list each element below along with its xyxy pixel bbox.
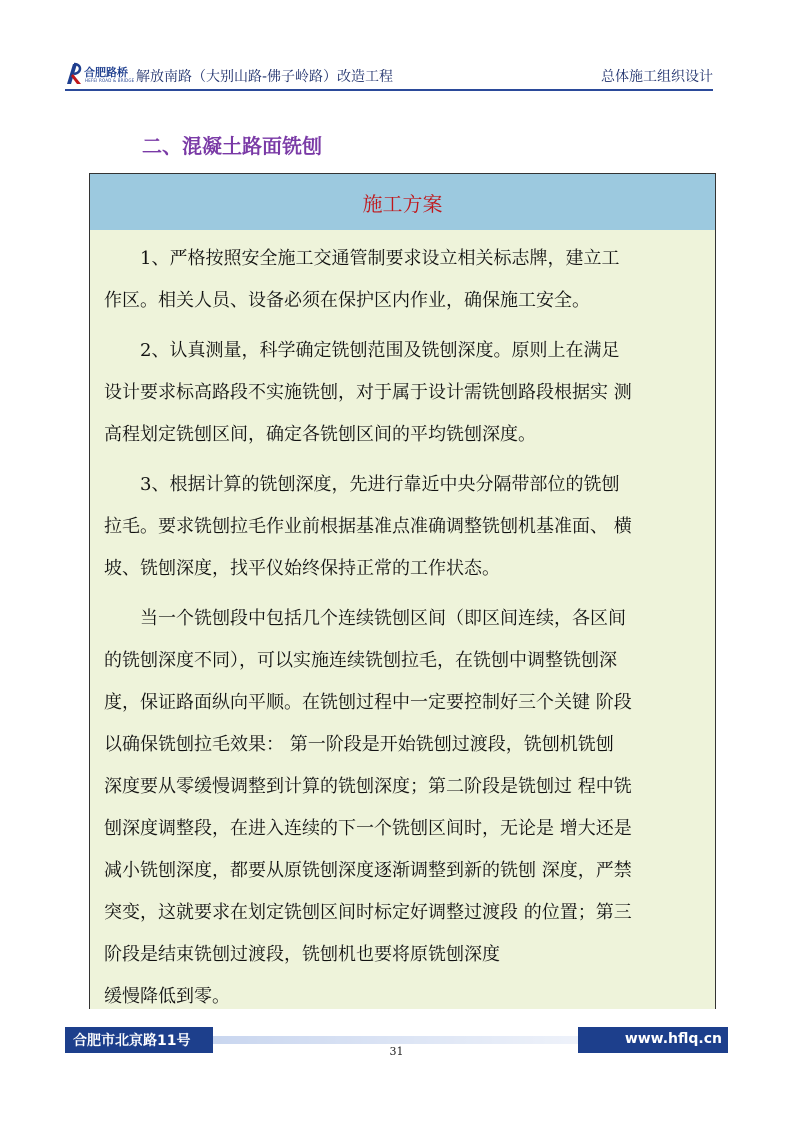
page-header: [65, 60, 713, 90]
text-line: 坡、铣刨深度，找平仪始终保持正常的工作状态。: [104, 558, 500, 579]
section-title: 二、混凝土路面铣刨: [142, 134, 322, 158]
text-line: 拉毛。要求铣刨拉毛作业前根据基准点准确调整铣刨机基准面、 横: [104, 516, 632, 537]
box-heading: 施工方案: [362, 192, 443, 216]
text-line: 1、严格按照安全施工交通管制要求设立相关标志牌，建立工: [104, 248, 620, 269]
text-line: 深度要从零缓慢调整到计算的铣刨深度；第二阶段是铣刨过 程中铣: [104, 776, 632, 797]
box-body: [90, 230, 715, 1009]
text-line: 2、认真测量，科学确定铣刨范围及铣刨深度。原则上在满足: [104, 340, 620, 361]
logo-subtext: HEFEI ROAD & BRIDGE: [85, 78, 135, 83]
page-number: 31: [389, 1045, 404, 1058]
text-line: 高程划定铣刨区间，确定各铣刨区间的平均铣刨深度。: [104, 424, 536, 445]
text-line: 突变，这就要求在划定铣刨区间时标定好调整过渡段 的位置；第三: [104, 902, 632, 923]
box-heading-row: [90, 174, 715, 231]
footer-stripe: [213, 1036, 578, 1044]
construction-plan-box: [89, 173, 716, 1009]
text-line: 缓慢降低到零。: [104, 986, 230, 1007]
company-logo: [65, 62, 135, 88]
text-line: 以确保铣刨拉毛效果： 第一阶段是开始铣刨过渡段，铣刨机铣刨: [104, 734, 614, 755]
text-line: 刨深度调整段，在进入连续的下一个铣刨区间时，无论是 增大还是: [104, 818, 632, 839]
text-line: 当一个铣刨段中包括几个连续铣刨区间（即区间连续，各区间: [104, 608, 626, 629]
footer-address: 合肥市北京路11号: [73, 1033, 191, 1049]
text-line: 3、根据计算的铣刨深度，先进行靠近中央分隔带部位的铣刨: [104, 474, 620, 495]
text-line: 作区。相关人员、设备必须在保护区内作业，确保施工安全。: [104, 290, 590, 311]
project-name: 解放南路（大别山路-佛子岭路）改造工程: [136, 69, 394, 85]
text-line: 阶段是结束铣刨过渡段，铣刨机也要将原铣刨深度: [104, 944, 500, 965]
logo-icon: [65, 62, 83, 86]
footer-url: www.hflq.cn: [624, 1031, 722, 1047]
document-name: 总体施工组织设计: [601, 69, 713, 85]
text-line: 减小铣刨深度，都要从原铣刨深度逐渐调整到新的铣刨 深度，严禁: [104, 860, 632, 881]
text-line: 的铣刨深度不同），可以实施连续铣刨拉毛，在铣刨中调整铣刨深: [104, 650, 617, 671]
text-line: 设计要求标高路段不实施铣刨，对于属于设计需铣刨路段根据实 测: [104, 382, 632, 403]
header-divider: [65, 89, 713, 91]
text-line: 度，保证路面纵向平顺。在铣刨过程中一定要控制好三个关键 阶段: [104, 692, 632, 713]
logo-text: 合肥路桥: [84, 66, 128, 79]
